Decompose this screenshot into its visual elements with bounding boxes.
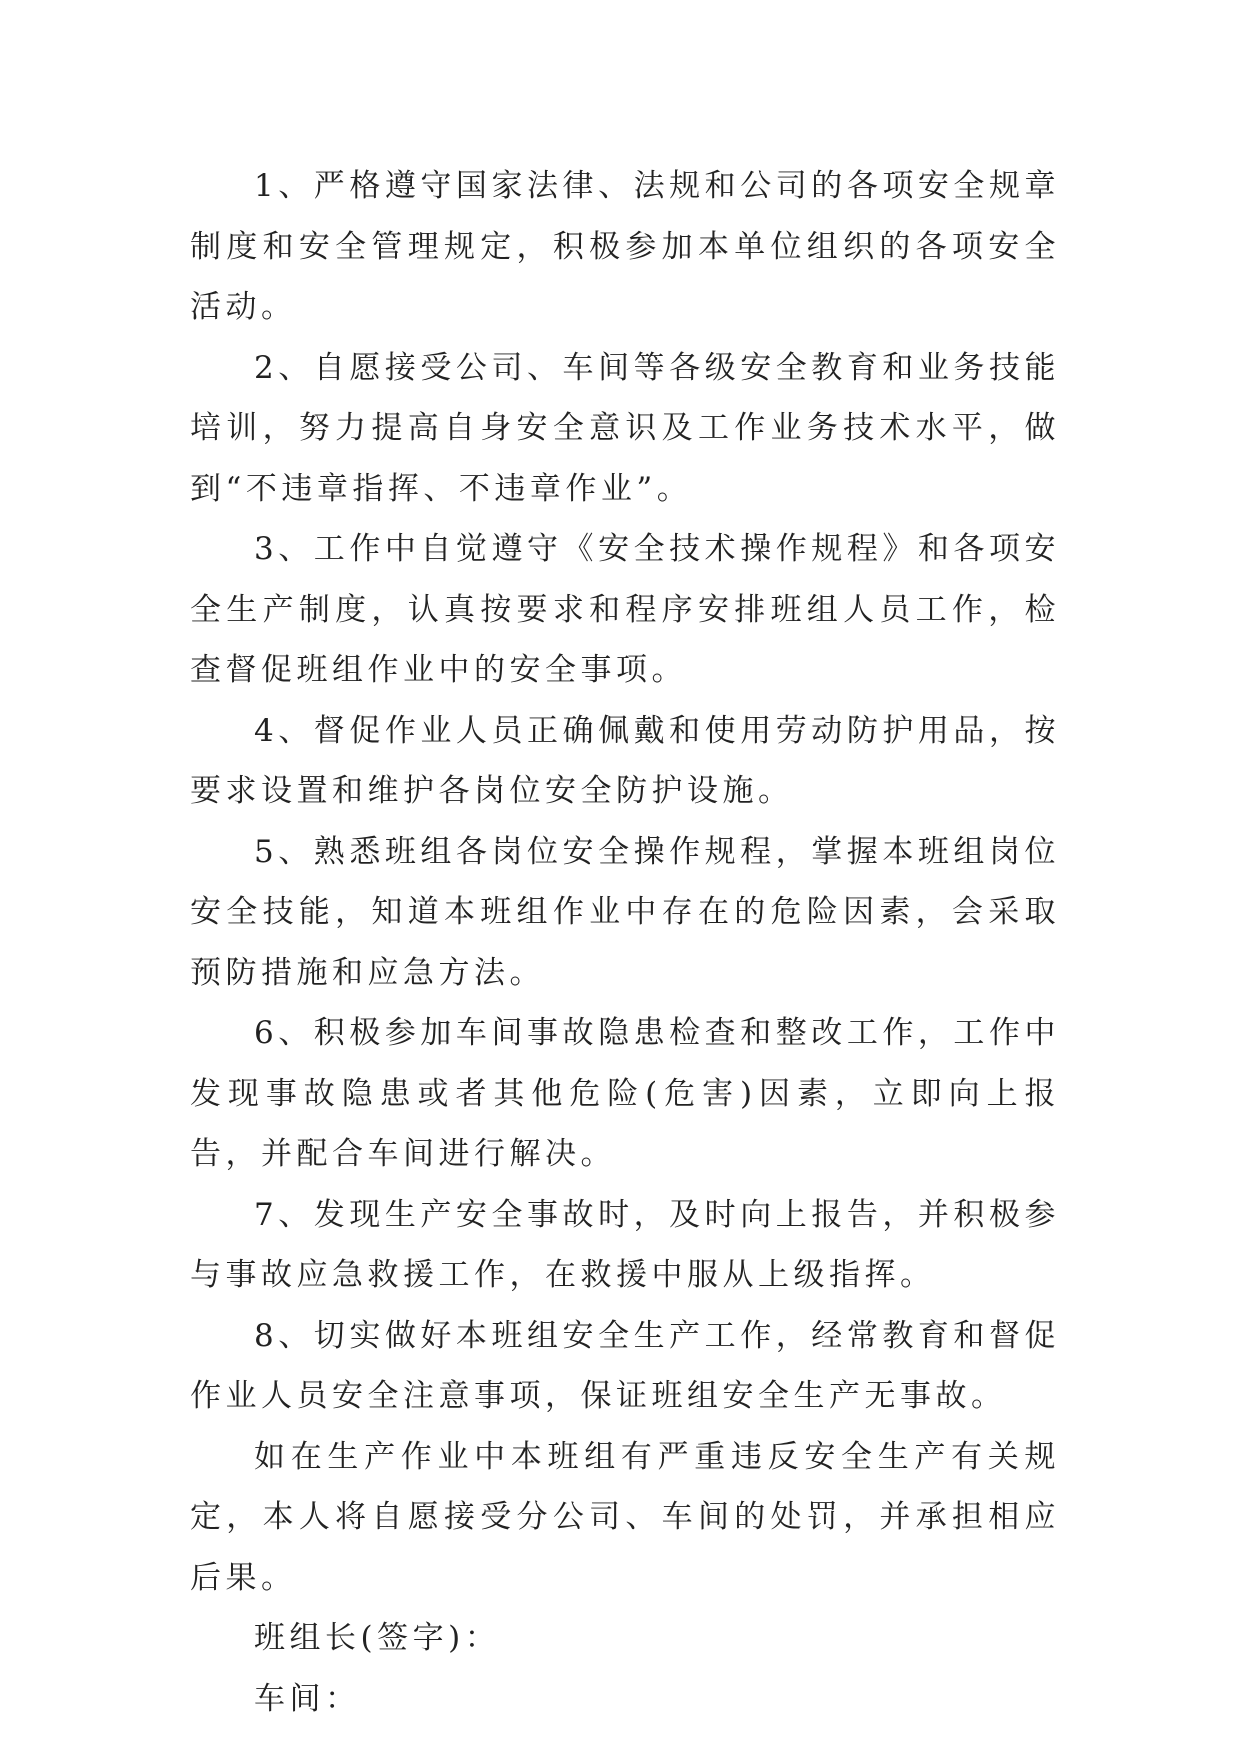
document-body bbox=[190, 156, 1060, 1729]
team-leader-signature-label: 班组长(签字)： bbox=[254, 1620, 501, 1656]
clause-5: 5、熟悉班组各岗位安全操作规程，掌握本班组岗位安全技能，知道本班组作业中存在的危险因素，会采取预防措施和应急方法。 bbox=[190, 833, 1060, 991]
clause-1: 1、严格遵守国家法律、法规和公司的各项安全规章制度和安全管理规定，积极参加本单位组织的各项安全活动。 bbox=[190, 168, 1060, 325]
clause-7: 7、发现生产安全事故时，及时向上报告，并积极参与事故应急救援工作，在救援中服从上级指挥。 bbox=[190, 1196, 1060, 1293]
clause-8: 8、切实做好本班组安全生产工作，经常教育和督促作业人员安全注意事项，保证班组安全生产无事故。 bbox=[190, 1317, 1060, 1414]
penalty-statement: 如在生产作业中本班组有严重违反安全生产有关规定，本人将自愿接受分公司、车间的处罚，并承担相应后果。 bbox=[190, 1438, 1060, 1596]
clause-6: 6、积极参加车间事故隐患检查和整改工作，工作中发现事故隐患或者其他危险(危害)因素，立即向上报告，并配合车间进行解决。 bbox=[190, 1015, 1060, 1172]
workshop-label: 车间： bbox=[254, 1680, 361, 1717]
clause-2: 2、自愿接受公司、车间等各级安全教育和业务技能培训，努力提高自身安全意识及工作业务技术水平，做到“不违章指挥、不违章作业”。 bbox=[190, 349, 1060, 507]
clause-3: 3、工作中自觉遵守《安全技术操作规程》和各项安全生产制度，认真按要求和程序安排班组人员工作，检查督促班组作业中的安全事项。 bbox=[190, 531, 1060, 688]
clause-4: 4、督促作业人员正确佩戴和使用劳动防护用品，按要求设置和维护各岗位安全防护设施。 bbox=[190, 712, 1060, 809]
